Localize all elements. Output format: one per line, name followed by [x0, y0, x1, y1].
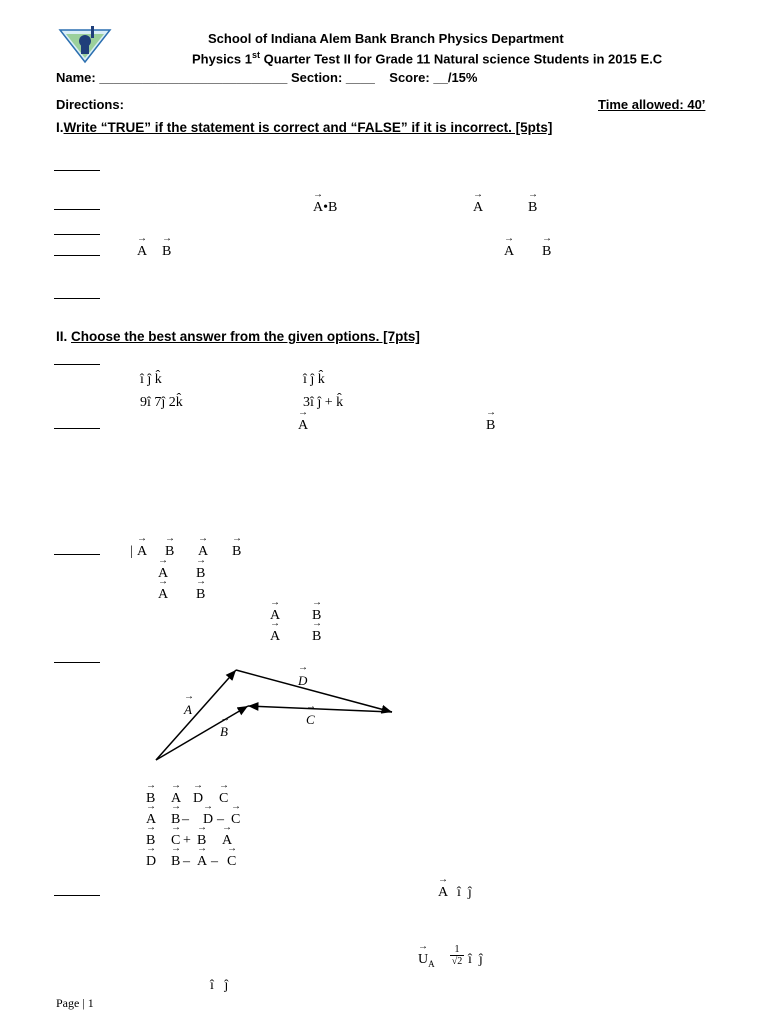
figure-label-B: → B	[220, 724, 228, 740]
name-row	[56, 70, 477, 85]
part1-number: I.	[56, 120, 64, 135]
q8-optD-A: → A	[270, 629, 280, 645]
answer-blank-7[interactable]	[54, 428, 100, 429]
vector-B-arrow	[156, 706, 248, 760]
q9-optB-minus1: –	[182, 812, 189, 827]
q8-optC-B: → B	[312, 608, 321, 624]
answer-blank-10[interactable]	[54, 895, 100, 896]
part2-instruction: Choose the best answer from the given options. [7pts]	[71, 329, 420, 344]
answer-blank-9[interactable]	[54, 662, 100, 663]
q8-B1: → B	[165, 544, 174, 560]
q8-optA-B: → B	[196, 566, 205, 582]
q9-optA-B: → B	[146, 791, 155, 807]
abs-bar: |	[130, 544, 133, 559]
q8-A2: → A	[198, 544, 208, 560]
part2-number: II.	[56, 329, 68, 344]
q8-A1: → A	[137, 544, 147, 560]
test-title-prefix: Physics 1	[192, 51, 252, 67]
part2-heading	[56, 329, 420, 344]
figure-label-D: → D	[298, 673, 307, 689]
vector-B-q4b: → B	[542, 244, 551, 260]
ua-letter: U	[418, 952, 429, 967]
q9-optC-C: → C	[171, 833, 180, 849]
name-blank[interactable]: __________________________	[99, 70, 288, 85]
fraction-numerator: 1	[450, 944, 464, 956]
q9-optD-minus1: –	[183, 854, 190, 869]
vector-A-q7: → A	[298, 418, 308, 434]
vector-A-q4b: → A	[504, 244, 514, 260]
q9-optB-B: → B	[171, 812, 180, 828]
ua-unit-vectors: î ĵ	[468, 952, 483, 967]
answer-blank-8[interactable]	[54, 554, 100, 555]
vector-A-q4: → A	[137, 244, 147, 260]
vector-A-q2: → A	[473, 200, 483, 216]
q9-optB-A: → A	[146, 812, 156, 828]
vector-B-q7: → B	[486, 418, 495, 434]
q10-A: → A	[438, 885, 448, 901]
test-title-suffix: Quarter Test II for Grade 11 Natural science Students in 2015 E.C	[260, 51, 663, 67]
school-title: School of Indiana Alem Bank Branch Physics Department	[208, 31, 564, 46]
q8-B2: → B	[232, 544, 241, 560]
q9-optC-A: → A	[222, 833, 232, 849]
part1-heading	[56, 120, 552, 135]
q9-optD-B: → B	[171, 854, 180, 870]
q9-optD-A: → A	[197, 854, 207, 870]
answer-blank-5[interactable]	[54, 298, 100, 299]
q9-optD-D: → D	[146, 854, 156, 870]
figure-label-A: → A	[184, 702, 192, 718]
q9-optC-B: → B	[146, 833, 155, 849]
q9-optC-B2: → B	[197, 833, 206, 849]
vector-B-q2: → B	[528, 200, 537, 216]
q10-unit-vectors: î ĵ	[457, 885, 472, 900]
time-allowed: Time allowed: 40’	[598, 97, 706, 112]
unit-vectors-2: î ĵ k̂	[303, 372, 325, 387]
q8-optD-B: → B	[312, 629, 321, 645]
vector-B-q4: → B	[162, 244, 171, 260]
fraction-denominator: √2	[451, 956, 463, 967]
name-label: Name:	[56, 70, 96, 85]
answer-blank-4[interactable]	[54, 255, 100, 256]
test-title	[192, 50, 662, 66]
q9-optC-plus: +	[183, 833, 191, 848]
part1-instruction: Write “TRUE” if the statement is correct and “FALSE” if it is incorrect. [5pts]	[63, 120, 553, 135]
q9-optA-C: → C	[219, 791, 228, 807]
ua-sub: A	[428, 958, 435, 969]
figure-label-C: → C	[306, 712, 315, 728]
section-label: Section:	[290, 70, 343, 85]
school-logo	[58, 24, 112, 64]
q9-optD-minus2: –	[211, 854, 218, 869]
score-label: Score:	[389, 70, 430, 85]
q9-optB-minus2: –	[217, 812, 224, 827]
q9-optD-C: → C	[227, 854, 236, 870]
dot-product-AB: → A•B	[313, 200, 337, 216]
answer-blank-1[interactable]	[54, 170, 100, 171]
answer-blank-6[interactable]	[54, 364, 100, 365]
q8-optC-A: → A	[270, 608, 280, 624]
bottom-unit-vectors: î ĵ	[210, 978, 229, 993]
unit-vectors-1: î ĵ k̂	[140, 372, 162, 387]
q9-optB-D: → D	[203, 812, 213, 828]
directions-label: Directions:	[56, 97, 124, 112]
q9-optA-A: → A	[171, 791, 181, 807]
q9-optB-C: → C	[231, 812, 240, 828]
q8-optB-A: → A	[158, 587, 168, 603]
test-title-sup: st	[252, 50, 261, 60]
answer-blank-3[interactable]	[54, 234, 100, 235]
vector-expression-2: 3î ĵ + k̂	[303, 395, 344, 410]
section-blank[interactable]: ____	[345, 70, 375, 85]
unit-vector-UA	[418, 952, 435, 969]
answer-blank-2[interactable]	[54, 209, 100, 210]
q8-optA-A: → A	[158, 566, 168, 582]
q9-optA-D: → D	[193, 791, 203, 807]
page-number: Page | 1	[56, 996, 94, 1010]
fraction-one-over-root2	[450, 944, 464, 967]
vector-expression-1: 9î 7ĵ 2k̂	[140, 395, 183, 410]
score-value[interactable]: __/15%	[433, 70, 478, 85]
q8-optB-B: → B	[196, 587, 205, 603]
